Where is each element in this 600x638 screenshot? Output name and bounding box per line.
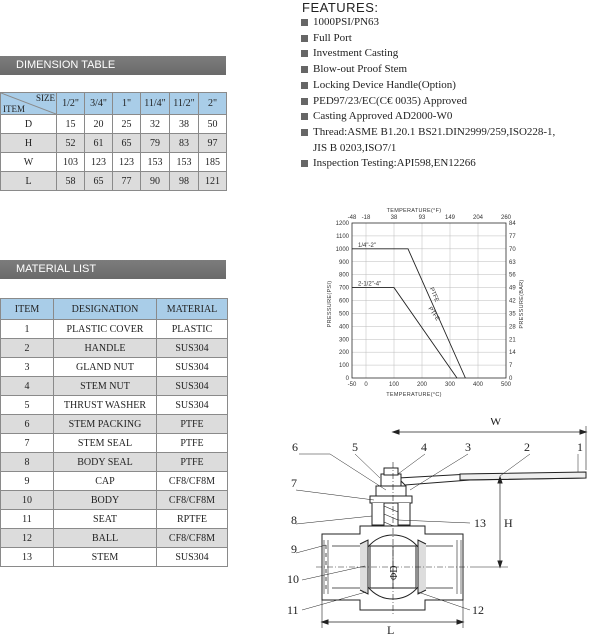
chart-series-group bbox=[352, 243, 465, 378]
y2-tick-label: 77 bbox=[509, 233, 516, 240]
material-cell-material: SUS304 bbox=[157, 548, 228, 567]
table-row bbox=[1, 153, 227, 172]
table-row bbox=[1, 320, 228, 339]
feature-item-continued: JIS B 0203,ISO7/1 bbox=[313, 141, 397, 154]
corner-item-label: ITEM bbox=[3, 104, 25, 114]
x-tick-label: 100 bbox=[388, 382, 400, 388]
series-size-label: 1/4"-2" bbox=[358, 242, 376, 249]
table-cell: 32 bbox=[141, 115, 170, 134]
dimension-d-label: ΦD bbox=[389, 565, 400, 580]
feature-item: Investment Casting bbox=[300, 46, 555, 62]
material-cell-item: 4 bbox=[1, 377, 54, 396]
material-cell-designation: GLAND NUT bbox=[54, 358, 157, 377]
series-line bbox=[352, 288, 457, 378]
material-cell-item: 10 bbox=[1, 491, 54, 510]
series-size-label: 2-1/2"-4" bbox=[358, 281, 382, 288]
size-header: 11/4" bbox=[141, 93, 170, 115]
table-cell: 61 bbox=[85, 134, 113, 153]
material-cell-material: SUS304 bbox=[157, 377, 228, 396]
material-cell-designation: STEM PACKING bbox=[54, 415, 157, 434]
table-cell: 185 bbox=[199, 153, 227, 172]
callout-2: 2 bbox=[524, 440, 530, 454]
x-tick-label: 300 bbox=[444, 382, 456, 388]
table-row bbox=[1, 115, 227, 134]
material-cell-designation: SEAT bbox=[54, 510, 157, 529]
material-cell-material: PLASTIC bbox=[157, 320, 228, 339]
features-title: FEATURES: bbox=[302, 0, 379, 15]
material-cell-item: 11 bbox=[1, 510, 54, 529]
material-table bbox=[0, 298, 228, 567]
feature-item: Casting Approved AD2000-W0 bbox=[300, 109, 555, 125]
row-item: W bbox=[1, 153, 57, 172]
feature-item: Locking Device Handle(Option) bbox=[300, 78, 555, 94]
table-cell: 77 bbox=[113, 172, 141, 191]
table-row bbox=[1, 491, 228, 510]
table-row bbox=[1, 415, 228, 434]
x2-tick-label: 93 bbox=[418, 215, 426, 221]
size-header: 11/2" bbox=[170, 93, 199, 115]
y2-tick-label: 28 bbox=[509, 324, 516, 331]
table-cell: 52 bbox=[57, 134, 85, 153]
y-tick-label: 100 bbox=[338, 363, 349, 370]
material-cell-item: 5 bbox=[1, 396, 54, 415]
y-tick-label: 1200 bbox=[335, 221, 349, 227]
corner-size-label: SIZE bbox=[36, 93, 55, 103]
material-cell-item: 7 bbox=[1, 434, 54, 453]
column-header-designation: DESIGNATION bbox=[54, 299, 157, 320]
material-cell-material: SUS304 bbox=[157, 396, 228, 415]
material-cell-item: 9 bbox=[1, 472, 54, 491]
y2-tick-label: 0 bbox=[509, 376, 513, 382]
row-item: H bbox=[1, 134, 57, 153]
dimension-table bbox=[0, 92, 227, 191]
table-cell: 65 bbox=[113, 134, 141, 153]
dimension-l-label: L bbox=[387, 623, 395, 636]
size-header: 2" bbox=[199, 93, 227, 115]
table-cell: 65 bbox=[85, 172, 113, 191]
material-cell-designation: BODY bbox=[54, 491, 157, 510]
y2-axis-label: PRESSURE(BAR) bbox=[519, 279, 525, 329]
table-cell: 153 bbox=[141, 153, 170, 172]
callout-1: 1 bbox=[577, 440, 583, 454]
feature-item: 1000PSI/PN63 bbox=[300, 15, 555, 31]
material-cell-material: PTFE bbox=[157, 415, 228, 434]
callout-10: 10 bbox=[287, 572, 299, 586]
callout-3: 3 bbox=[465, 440, 471, 454]
table-cell: 123 bbox=[85, 153, 113, 172]
table-row bbox=[1, 510, 228, 529]
table-cell: 103 bbox=[57, 153, 85, 172]
table-row bbox=[1, 548, 228, 567]
table-corner-cell bbox=[1, 93, 57, 115]
material-cell-material: CF8/CF8M bbox=[157, 472, 228, 491]
table-header-row bbox=[1, 299, 228, 320]
callout-8: 8 bbox=[291, 513, 297, 527]
y-tick-label: 700 bbox=[338, 285, 349, 292]
material-cell-material: RPTFE bbox=[157, 510, 228, 529]
dimension-w-label: W bbox=[490, 418, 502, 428]
table-row bbox=[1, 377, 228, 396]
x2-tick-label: -48 bbox=[347, 215, 357, 221]
row-item: D bbox=[1, 115, 57, 134]
x-tick-label: 200 bbox=[416, 382, 428, 388]
y-tick-label: 500 bbox=[338, 311, 349, 318]
chart-tick-labels bbox=[336, 215, 517, 388]
y2-tick-label: 70 bbox=[509, 246, 516, 253]
table-cell: 123 bbox=[113, 153, 141, 172]
table-row bbox=[1, 396, 228, 415]
table-cell: 15 bbox=[57, 115, 85, 134]
y-tick-label: 1100 bbox=[336, 233, 349, 240]
material-cell-item: 1 bbox=[1, 320, 54, 339]
x2-tick-label: 38 bbox=[390, 215, 398, 221]
table-cell: 121 bbox=[199, 172, 227, 191]
y-tick-label: 800 bbox=[338, 272, 349, 279]
valve-cross-section-drawing bbox=[268, 418, 598, 636]
pressure-temperature-chart bbox=[318, 206, 528, 402]
y2-tick-label: 35 bbox=[509, 311, 516, 318]
valve-outline bbox=[296, 426, 586, 628]
callout-4: 4 bbox=[421, 440, 427, 454]
table-cell: 50 bbox=[199, 115, 227, 134]
y2-tick-label: 49 bbox=[509, 285, 516, 292]
y2-tick-label: 84 bbox=[509, 221, 516, 227]
dimension-h-label: H bbox=[504, 516, 513, 530]
y2-tick-label: 7 bbox=[509, 363, 513, 370]
table-cell: 58 bbox=[57, 172, 85, 191]
table-cell: 79 bbox=[141, 134, 170, 153]
material-cell-designation: THRUST WASHER bbox=[54, 396, 157, 415]
table-cell: 98 bbox=[170, 172, 199, 191]
material-cell-designation: STEM bbox=[54, 548, 157, 567]
material-cell-material: CF8/CF8M bbox=[157, 529, 228, 548]
callout-7: 7 bbox=[291, 476, 297, 490]
material-cell-designation: CAP bbox=[54, 472, 157, 491]
series-name-label: PTFE bbox=[427, 286, 440, 304]
material-cell-designation: STEM NUT bbox=[54, 377, 157, 396]
x2-tick-label: -18 bbox=[361, 215, 371, 221]
table-cell: 97 bbox=[199, 134, 227, 153]
y-tick-label: 900 bbox=[338, 259, 349, 266]
material-cell-item: 6 bbox=[1, 415, 54, 434]
x-tick-label: -50 bbox=[347, 382, 357, 388]
table-cell: 153 bbox=[170, 153, 199, 172]
feature-item: Thread:ASME B1.20.1 BS21.DIN2999/259,ISO228-1, bbox=[300, 125, 555, 141]
dimension-table-header: DIMENSION TABLE bbox=[0, 56, 226, 75]
feature-item: PED97/23/EC(C€ 0035) Approved bbox=[300, 94, 555, 110]
table-cell: 83 bbox=[170, 134, 199, 153]
y-tick-label: 0 bbox=[345, 376, 349, 382]
x-axis-label: TEMPERATURE(°C) bbox=[386, 392, 442, 398]
size-header: 1" bbox=[113, 93, 141, 115]
table-row bbox=[1, 529, 228, 548]
y2-tick-label: 21 bbox=[509, 337, 516, 344]
x2-tick-label: 260 bbox=[500, 215, 512, 221]
table-cell: 20 bbox=[85, 115, 113, 134]
x2-axis-label: TEMPERATURE(°F) bbox=[386, 208, 442, 214]
x2-tick-label: 204 bbox=[472, 215, 484, 221]
table-cell: 38 bbox=[170, 115, 199, 134]
material-cell-material: SUS304 bbox=[157, 339, 228, 358]
callout-12: 12 bbox=[472, 603, 484, 617]
x2-tick-label: 149 bbox=[444, 215, 456, 221]
material-cell-designation: PLASTIC COVER bbox=[54, 320, 157, 339]
material-cell-item: 13 bbox=[1, 548, 54, 567]
table-row bbox=[1, 358, 228, 377]
material-list-header: MATERIAL LIST bbox=[0, 260, 226, 279]
y2-tick-label: 42 bbox=[509, 298, 516, 305]
y2-tick-label: 14 bbox=[509, 350, 516, 357]
callout-5: 5 bbox=[352, 440, 358, 454]
material-cell-designation: HANDLE bbox=[54, 339, 157, 358]
y-tick-label: 300 bbox=[338, 337, 349, 344]
table-row bbox=[1, 472, 228, 491]
size-header: 1/2" bbox=[57, 93, 85, 115]
table-row bbox=[1, 339, 228, 358]
callout-labels bbox=[287, 418, 583, 636]
material-cell-material: CF8/CF8M bbox=[157, 491, 228, 510]
feature-item: Inspection Testing:API598,EN12266 bbox=[300, 156, 555, 172]
features-list bbox=[300, 15, 555, 172]
y-tick-label: 200 bbox=[338, 350, 349, 357]
y-tick-label: 1000 bbox=[335, 246, 349, 253]
callout-6: 6 bbox=[292, 440, 298, 454]
callout-13: 13 bbox=[474, 516, 486, 530]
row-item: L bbox=[1, 172, 57, 191]
material-cell-item: 2 bbox=[1, 339, 54, 358]
callout-11: 11 bbox=[287, 603, 299, 617]
material-cell-item: 12 bbox=[1, 529, 54, 548]
table-header-row bbox=[1, 93, 227, 115]
table-row bbox=[1, 453, 228, 472]
material-cell-designation: STEM SEAL bbox=[54, 434, 157, 453]
column-header-material: MATERIAL bbox=[157, 299, 228, 320]
y-tick-label: 600 bbox=[338, 298, 349, 305]
size-header: 3/4" bbox=[85, 93, 113, 115]
material-cell-designation: BODY SEAL bbox=[54, 453, 157, 472]
material-cell-material: SUS304 bbox=[157, 358, 228, 377]
material-cell-material: PTFE bbox=[157, 434, 228, 453]
column-header-item: ITEM bbox=[1, 299, 54, 320]
x-tick-label: 400 bbox=[472, 382, 484, 388]
material-cell-material: PTFE bbox=[157, 453, 228, 472]
table-row bbox=[1, 134, 227, 153]
x-tick-label: 500 bbox=[500, 382, 512, 388]
y-tick-label: 400 bbox=[338, 324, 349, 331]
y2-tick-label: 56 bbox=[509, 272, 516, 279]
table-row bbox=[1, 434, 228, 453]
feature-item: Blow-out Proof Stem bbox=[300, 62, 555, 78]
material-cell-item: 8 bbox=[1, 453, 54, 472]
x-tick-label: 0 bbox=[364, 382, 368, 388]
y2-tick-label: 63 bbox=[509, 259, 516, 266]
callout-9: 9 bbox=[291, 542, 297, 556]
table-row bbox=[1, 172, 227, 191]
material-cell-item: 3 bbox=[1, 358, 54, 377]
y-axis-label: PRESSURE(PSI) bbox=[327, 280, 333, 328]
material-cell-designation: BALL bbox=[54, 529, 157, 548]
table-cell: 90 bbox=[141, 172, 170, 191]
feature-item: Full Port bbox=[300, 31, 555, 47]
table-cell: 25 bbox=[113, 115, 141, 134]
series-name-label: PTFE bbox=[426, 306, 441, 323]
